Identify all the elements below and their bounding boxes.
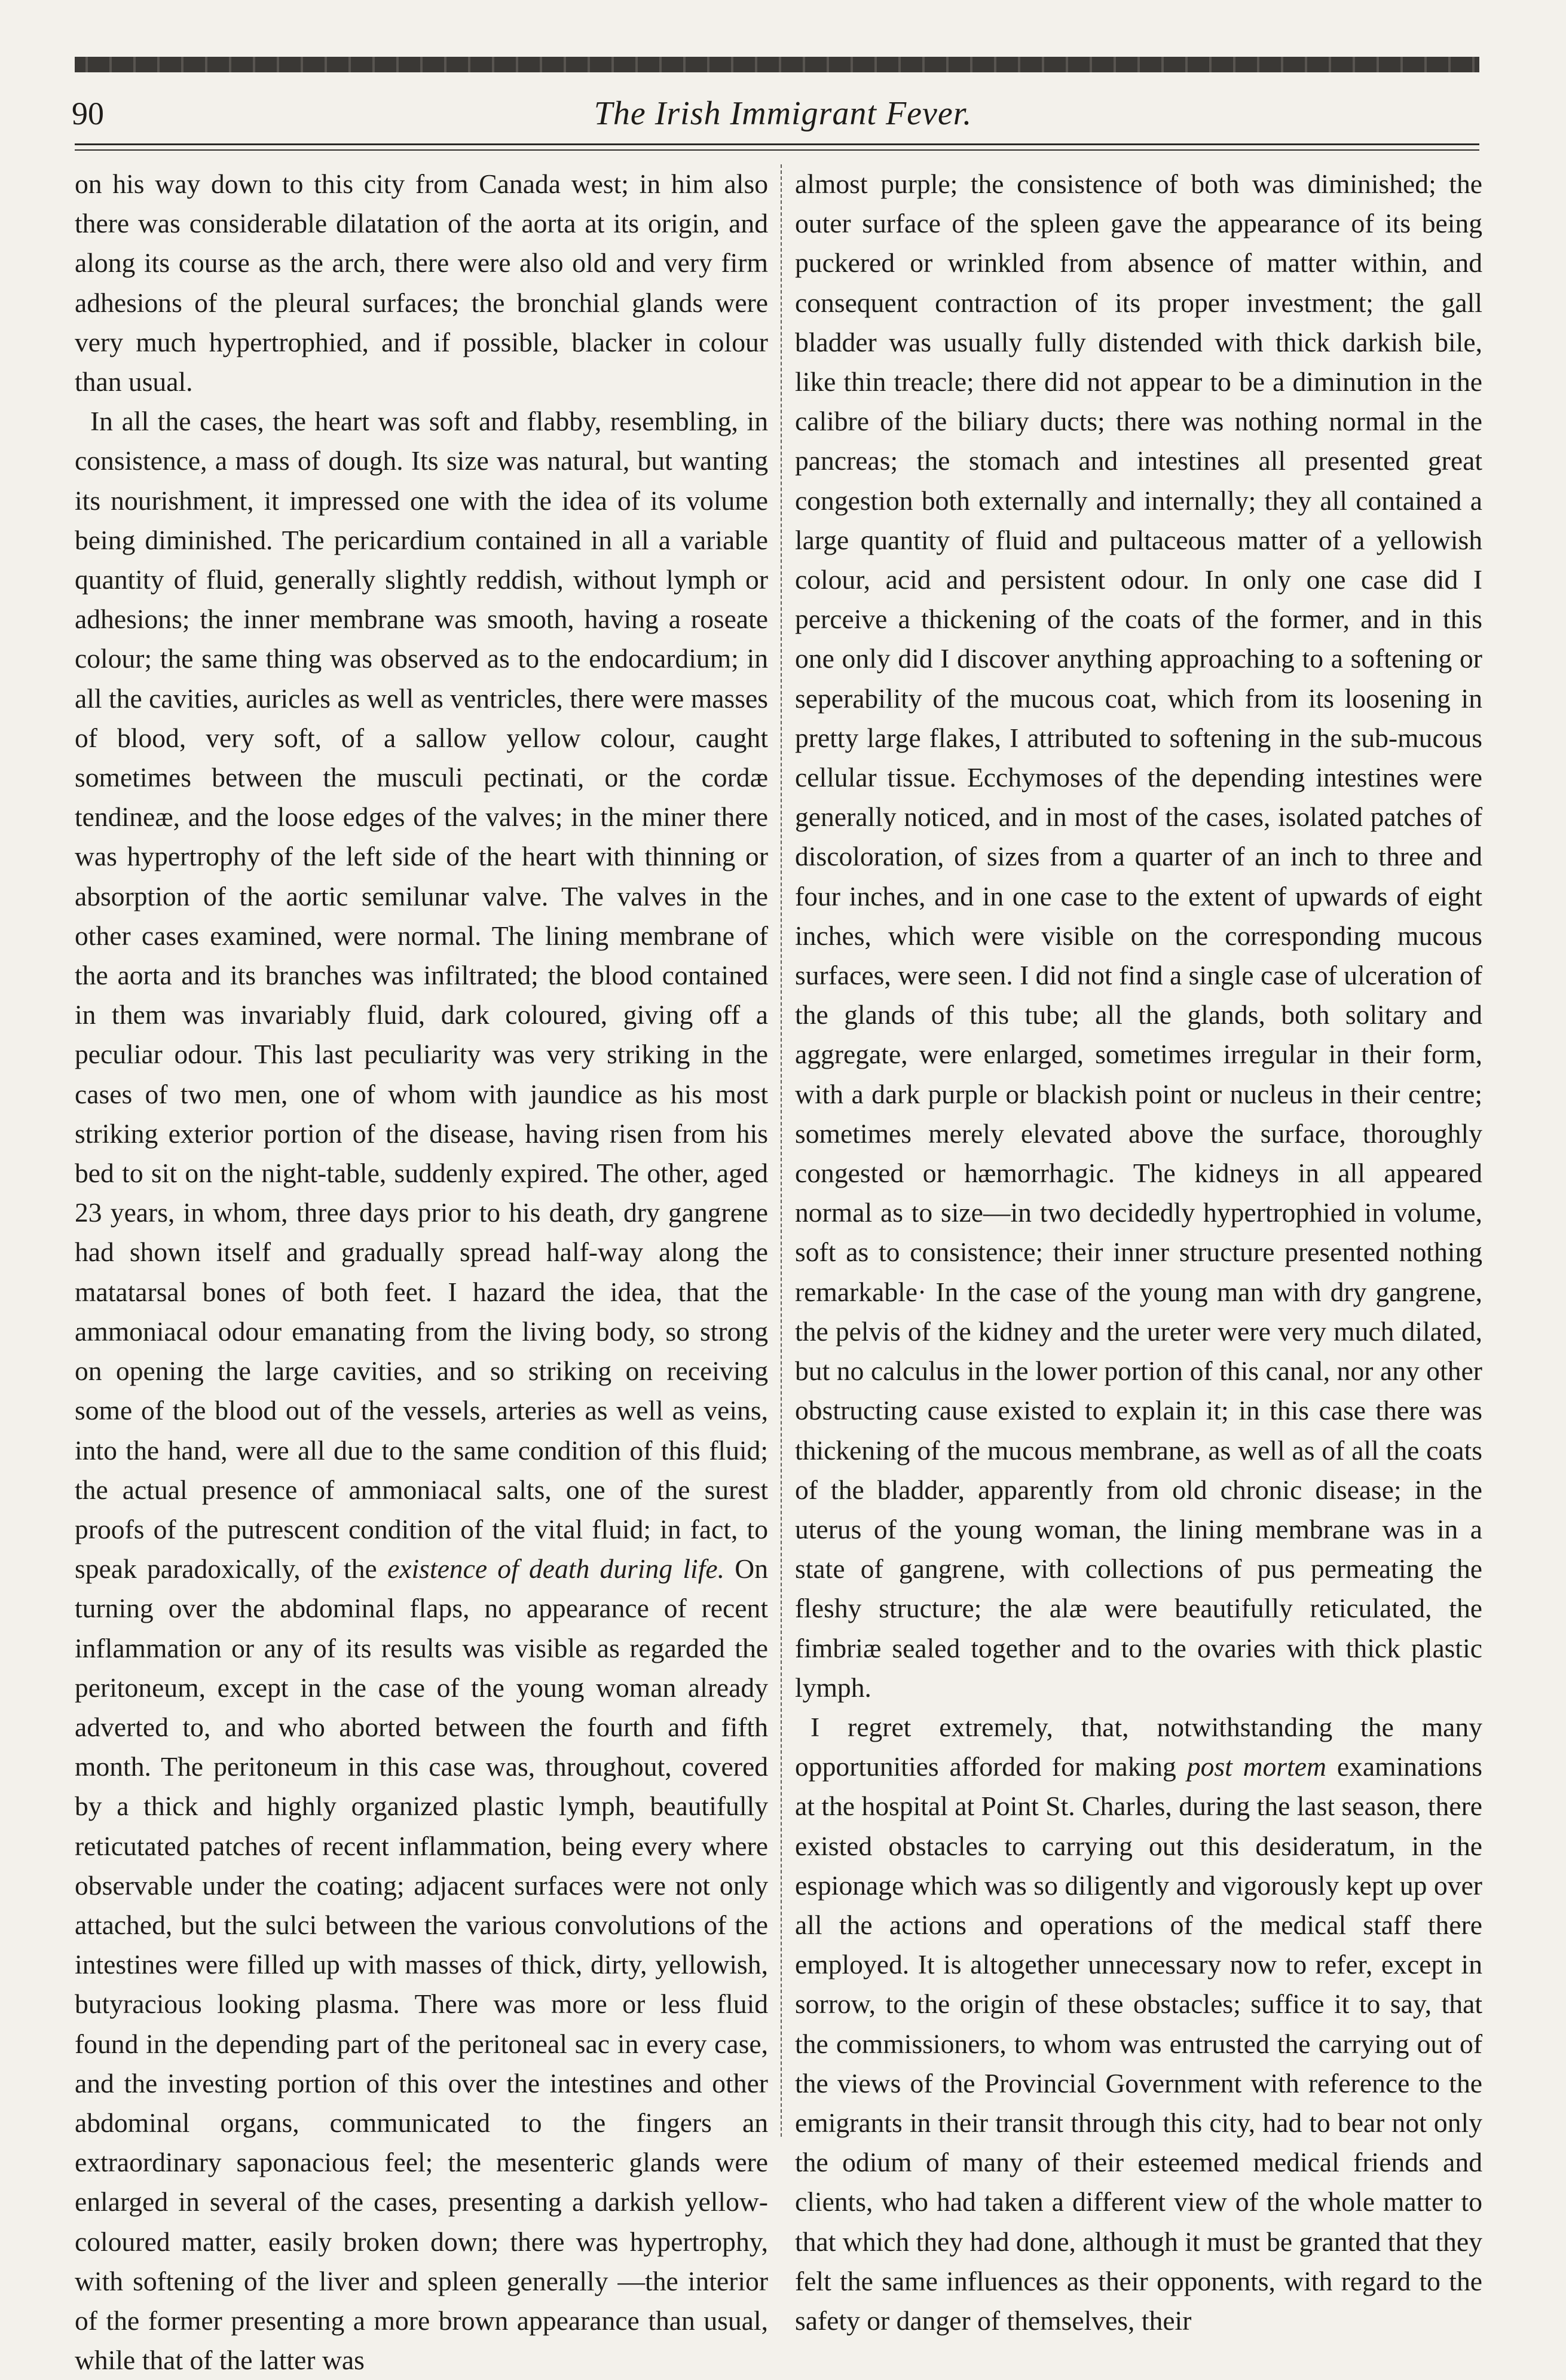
header-rule-upper bbox=[75, 143, 1479, 145]
italic-phrase-right: post mortem bbox=[1186, 1751, 1326, 1782]
paragraph-right-2 bbox=[795, 1708, 1482, 2341]
paragraph-left-2-part-a: In all the cases, the heart was soft and flabby, resembling, in consistence, a mass of dough. Its size was natural, but wanting its nourishment, it impressed one with the idea of its volume being diminished. The pericardium contained in all a variable quantity of fluid, generally slightly reddish, without lymph or adhesions; the inner membrane was smooth, having a roseate colour; the same thing was observed as to the endocardium; in all the cavities, auricles as well as ventricles, there were masses of blood, very soft, of a sallow yellow colour, caught sometimes between the musculi pectinati, or the cordæ tendineæ, and the loose edges of the valves; in the miner there was hypertrophy of the left side of the heart with thinning or absorption of the aortic semilunar valve. The valves in the other cases examined, were normal. The lining membrane of the aorta and its branches was infiltrated; the blood contained in them was invariably fluid, dark coloured, giving off a peculiar odour. This last peculiarity was very striking in the cases of two men, one of whom with jaundice as his most striking exterior portion of the disease, having risen from his bed to sit on the night-table, suddenly expired. The other, aged 23 years, in whom, three days prior to his death, dry gangrene had shown itself and gradually spread half-way along the matatarsal bones of both feet. I hazard the idea, that the ammoniacal odour emanating from the living body, so strong on opening the large cavities, and so striking on receiving some of the blood out of the vessels, arteries as well as veins, into the hand, were all due to the same condition of this fluid; the actual presence of ammoniacal salts, one of the surest proofs of the putrescent condition of the vital fluid; in fact, to speak paradoxically, of the bbox=[75, 406, 768, 1584]
paragraph-right-1: almost purple; the consistence of both was diminished; the outer surface of the spleen gave the appearance of its being puckered or wrinkled from absence of matter within, and consequent contraction of its proper investment; the gall bladder was usually fully distended with thick darkish bile, like thin treacle; there did not appear to be a diminution in the calibre of the biliary ducts; there was nothing normal in the pancreas; the stomach and intestines all presented great congestion both externally and internally; they all contained a large quantity of fluid and pultaceous matter of a yellowish colour, acid and persistent odour. In only one case did I perceive a thickening of the coats of the former, and in this one only did I discover anything approaching to a softening or seperability of the mucous coat, which from its loosening in pretty large flakes, I attributed to softening in the sub-mucous cellular tissue. Ecchymoses of the depending intestines were generally noticed, and in most of the cases, isolated patches of discoloration, of sizes from a quarter of an inch to three and four inches, and in one case to the extent of upwards of eight inches, which were visible on the corresponding mucous surfaces, were seen. I did not find a single case of ulceration of the glands of this tube; all the glands, both solitary and aggregate, were enlarged, sometimes irregular in their form, with a dark purple or blackish point or nucleus in their centre; sometimes merely elevated above the surface, thoroughly congested or hæmorrhagic. The kidneys in all appeared normal as to size—in two decidedly hypertrophied in volume, soft as to consistence; their inner structure presented nothing remarkable· In the case of the young man with dry gangrene, the pelvis of the kidney and the ureter were very much dilated, but no calculus in the lower portion of this canal, nor any other obstructing cause existed to explain it; in this case there was thickening of the mucous membrane, as well as of all the coats of the bladder, apparently from old chronic disease; in the uterus of the young woman, the lining membrane was in a state of gangrene, with collections of pus permeating the fleshy structure; the alæ were beautifully reticulated, the fimbriæ sealed together and to the ovaries with thick plastic lymph. bbox=[795, 169, 1482, 1703]
paragraph-left-2 bbox=[75, 402, 768, 2380]
column-divider bbox=[781, 164, 782, 2137]
page-number: 90 bbox=[72, 96, 104, 131]
left-column bbox=[75, 164, 769, 2376]
right-column bbox=[795, 164, 1482, 2336]
paragraph-left-2-part-b: On turning over the abdominal flaps, no appearance of recent inflammation or any of its results was visible as regarded the peritoneum, except in the case of the young woman already adverted to, and who aborted between the fourth and fifth month. The peritoneum in this case was, throughout, covered by a thick and highly organized plastic lymph, beautifully reticutated patches of recent inflammation, being every where observable under the coating; adjacent surfaces were not only attached, but the sulci between the various convolutions of the intestines were filled up with masses of thick, dirty, yellowish, butyracious looking plasma. There was more or less fluid found in the depending part of the peritoneal sac in every case, and the investing portion of this over the intestines and other abdominal organs, communicated to the fingers an extraordinary saponacious feel; the mesenteric glands were enlarged in several of the cases, presenting a darkish yellow-coloured matter, easily broken down; there was hypertrophy, with softening of the liver and spleen generally —the interior of the former presenting a more brown appearance than usual, while that of the latter was bbox=[75, 1553, 769, 2376]
top-decorative-rule bbox=[75, 57, 1479, 72]
header-rule-lower bbox=[75, 149, 1479, 151]
paragraph-left-1: on his way down to this city from Canada west; in him also there was considerable dilatation of the aorta at its origin, and along its course as the arch, there were also old and very firm adhesions of the pleural surfaces; the bronchial glands were very much hypertrophied, and if possible, blacker in colour than usual. bbox=[75, 169, 768, 397]
paragraph-right-2-part-a: I regret extremely, that, notwithstanding the many opportunities afforded for making bbox=[795, 1711, 1482, 1782]
running-title: The Irish Immigrant Fever. bbox=[594, 95, 972, 132]
italic-phrase-left: existence of death during life. bbox=[387, 1553, 725, 1584]
page-header bbox=[0, 90, 1566, 137]
paragraph-right-2-part-b: examinations at the hospital at Point St. Charles, during the last season, there existed obstacles to carrying out this desideratum, in the espionage which was so diligently and vigorously kept up over all the actions and operations of the medical staff there employed. It is altogether unnecessary now to refer, except in sorrow, to the origin of these obstacles; suffice it to say, that the commissioners, to whom was entrusted the carrying out of the views of the Provincial Government with reference to the emigrants in their transit through this city, had to bear not only the odium of many of their esteemed medical friends and clients, who had taken a different view of the whole matter to that which they had done, although it must be granted that they felt the same influences as their opponents, with regard to the safety or danger of themselves, their bbox=[795, 1751, 1482, 2336]
